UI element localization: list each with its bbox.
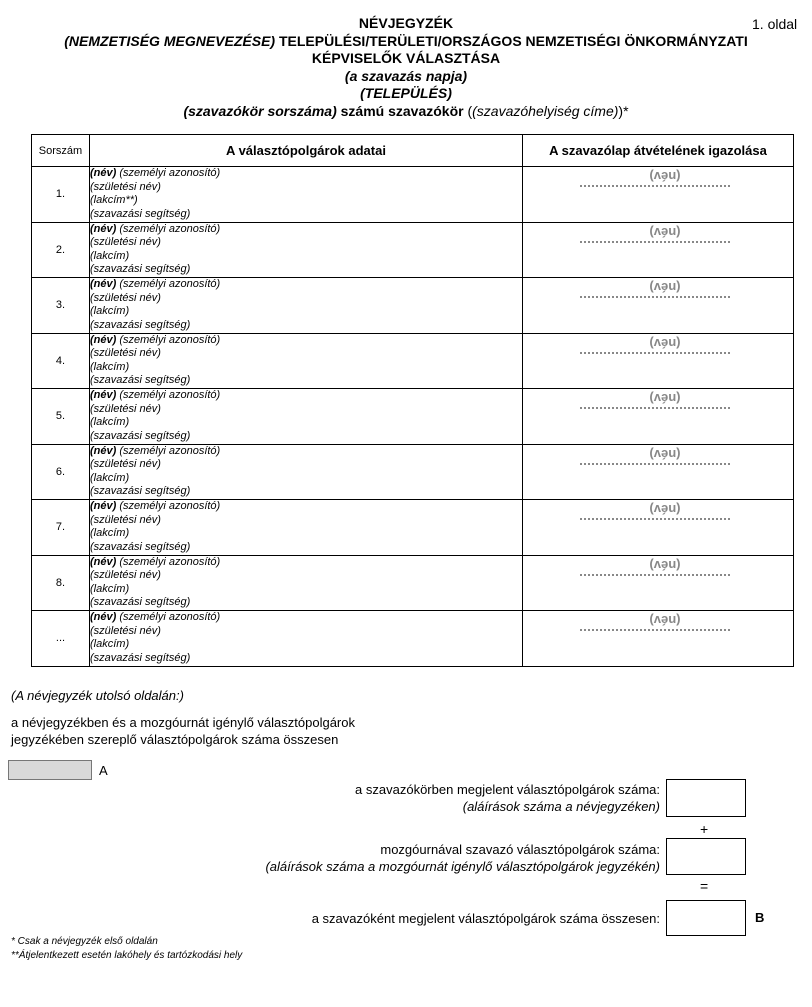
signature-line — [580, 241, 730, 243]
row-number: 5. — [32, 389, 90, 445]
page-number: 1. oldal — [752, 16, 798, 32]
nationality-placeholder: (NEMZETISÉG MEGNEVEZÉSE) — [64, 32, 276, 49]
voter-data-cell — [90, 167, 523, 223]
voter-assistance: (szavazási segítség) — [90, 485, 191, 498]
voter-id: (személyi azonosító) — [116, 389, 221, 402]
table-row — [32, 333, 794, 389]
voter-birth-name: (születési név) — [90, 402, 161, 415]
voter-address: (lakcím) — [90, 249, 130, 262]
voter-birth-name: (születési név) — [90, 180, 161, 193]
signature-line — [580, 463, 730, 465]
signature-cell[interactable] — [523, 167, 794, 223]
election-subtitle: KÉPVISELŐK VÁLASZTÁSA — [311, 50, 501, 66]
voter-name-line — [90, 500, 522, 514]
voter-name-line — [90, 445, 522, 459]
voter-address: (lakcím) — [90, 582, 130, 595]
total-appeared-box[interactable] — [666, 900, 746, 936]
voter-name: (név) — [90, 333, 117, 346]
voter-assistance: (szavazási segítség) — [90, 540, 191, 553]
voter-assistance: (szavazási segítség) — [90, 263, 191, 276]
voter-birth-name: (születési név) — [90, 569, 161, 582]
signature-line — [580, 629, 730, 631]
voter-name: (név) — [90, 278, 117, 291]
row-number: 2. — [32, 222, 90, 278]
polling-address-placeholder: (szavazóhelyiség címe) — [472, 102, 619, 119]
signature-name-placeholder: (név) — [649, 280, 681, 295]
voter-birth-name: (születési név) — [90, 458, 161, 471]
voter-data-cell — [90, 222, 523, 278]
voter-id: (személyi azonosító) — [116, 333, 221, 346]
voter-name: (név) — [90, 500, 117, 513]
appeared-count-box[interactable] — [666, 779, 746, 817]
signature-cell[interactable] — [523, 444, 794, 500]
voter-name-line — [90, 167, 522, 181]
row-number: 8. — [32, 555, 90, 611]
voter-address: (lakcím) — [90, 638, 130, 651]
voter-name-line — [90, 223, 522, 237]
table-header-row — [32, 135, 794, 167]
footnotes — [11, 935, 242, 963]
voter-assistance: (szavazási segítség) — [90, 429, 191, 442]
voter-assistance: (szavazási segítség) — [90, 374, 191, 387]
voter-id: (személyi azonosító) — [116, 222, 221, 235]
election-date-placeholder: (a szavazás napja) — [344, 67, 468, 84]
voter-name-line — [90, 389, 522, 403]
voter-data-cell — [90, 278, 523, 334]
voter-address: (lakcím) — [90, 527, 130, 540]
voter-assistance: (szavazási segítség) — [90, 596, 191, 609]
mobile-line1: mozgóurnával szavazó választópolgárok száma: — [380, 842, 660, 857]
voter-name: (név) — [90, 167, 117, 180]
voter-data-cell — [90, 555, 523, 611]
election-type-text: TELEPÜLÉSI/TERÜLETI/ORSZÁGOS NEMZETISÉGI ÖNKORMÁNYZATI — [275, 32, 748, 49]
header-number: Sorszám — [32, 135, 90, 167]
voter-address: (lakcím) — [90, 471, 130, 484]
signature-cell[interactable] — [523, 278, 794, 334]
appeared-line1: a szavazókörben megjelent választópolgárok száma: — [355, 782, 660, 797]
signature-cell[interactable] — [523, 555, 794, 611]
table-row — [32, 167, 794, 223]
voter-address: (lakcím**) — [90, 194, 138, 207]
voter-table — [31, 134, 794, 667]
mobile-count-box[interactable] — [666, 838, 746, 875]
voter-name: (név) — [90, 389, 117, 402]
voter-id: (személyi azonosító) — [116, 500, 221, 513]
voter-name: (név) — [90, 611, 117, 624]
address-close: )* — [618, 102, 629, 119]
voter-name-line — [90, 611, 522, 625]
signature-line — [580, 296, 730, 298]
settlement-placeholder: (TELEPÜLÉS) — [360, 85, 452, 101]
table-row — [32, 611, 794, 667]
box-a-label: A — [99, 763, 108, 778]
district-label: számú szavazókör — [336, 102, 468, 119]
voter-birth-name: (születési név) — [90, 513, 161, 526]
box-b-label: B — [755, 910, 765, 925]
footnote-2: **Átjelentkezett esetén lakóhely és tartózkodási hely — [11, 950, 243, 961]
voter-id: (személyi azonosító) — [116, 278, 221, 291]
voter-birth-name: (születési név) — [90, 291, 161, 304]
signature-cell[interactable] — [523, 222, 794, 278]
total-appeared-label: a szavazóként megjelent választópolgárok száma összesen: — [311, 911, 660, 926]
row-number: 6. — [32, 444, 90, 500]
voter-name-line — [90, 278, 522, 292]
total-registered-text: a névjegyzékben és a mozgóurnát igénylő választópolgárok jegyzékében szereplő választópolgárok száma összesen — [11, 715, 355, 747]
table-row — [32, 500, 794, 556]
appeared-line2: (aláírások száma a névjegyzéken) — [462, 799, 660, 814]
signature-name-placeholder: (név) — [649, 335, 681, 351]
voter-name-line — [90, 556, 522, 570]
signature-line — [580, 518, 730, 520]
voter-assistance: (szavazási segítség) — [90, 318, 191, 331]
row-number: 3. — [32, 278, 90, 334]
signature-name-placeholder: (név) — [649, 169, 681, 184]
mobile-label — [265, 841, 660, 875]
plus-sign: + — [700, 821, 709, 837]
table-row — [32, 555, 794, 611]
voter-id: (személyi azonosító) — [116, 444, 221, 457]
signature-name-placeholder: (név) — [649, 613, 681, 628]
election-type — [0, 33, 812, 51]
voter-data-cell — [90, 333, 523, 389]
district-number-placeholder: (szavazókör sorszáma) — [183, 102, 337, 119]
voter-address: (lakcím) — [90, 360, 130, 373]
document-title: NÉVJEGYZÉK — [358, 15, 454, 31]
signature-line — [580, 574, 730, 576]
voter-id: (személyi azonosító) — [116, 611, 221, 624]
table-row — [32, 389, 794, 445]
signature-cell[interactable] — [523, 611, 794, 667]
row-number: ... — [32, 611, 90, 667]
voter-birth-name: (születési név) — [90, 347, 161, 360]
header-voter-data: A választópolgárok adatai — [90, 135, 523, 167]
appeared-label — [355, 781, 660, 815]
signature-cell[interactable] — [523, 333, 794, 389]
voter-assistance: (szavazási segítség) — [90, 651, 191, 664]
signature-cell[interactable] — [523, 500, 794, 556]
voter-name-line — [90, 334, 522, 348]
signature-name-placeholder: (név) — [649, 224, 681, 240]
voter-birth-name: (születési név) — [90, 236, 161, 249]
signature-cell[interactable] — [523, 389, 794, 445]
table-row — [32, 222, 794, 278]
voter-birth-name: (születési név) — [90, 624, 161, 637]
signature-line — [580, 185, 730, 187]
header-signature: A szavazólap átvételének igazolása — [523, 135, 794, 167]
row-number: 7. — [32, 500, 90, 556]
equals-sign: = — [700, 878, 709, 894]
voter-address: (lakcím) — [90, 416, 130, 429]
table-row — [32, 278, 794, 334]
address-open: ( — [467, 102, 473, 119]
voter-name: (név) — [90, 222, 117, 235]
voter-id: (személyi azonosító) — [116, 555, 221, 568]
last-page-note: (A névjegyzék utolsó oldalán:) — [11, 688, 184, 703]
table-row — [32, 444, 794, 500]
footnote-1: * Csak a névjegyzék első oldalán — [11, 936, 158, 947]
voter-name: (név) — [90, 444, 117, 457]
signature-line — [580, 407, 730, 409]
row-number: 4. — [32, 333, 90, 389]
signature-name-placeholder: (név) — [649, 446, 681, 462]
polling-district-line — [0, 103, 812, 121]
voter-assistance: (szavazási segítség) — [90, 207, 191, 220]
signature-name-placeholder: (név) — [649, 391, 681, 406]
voter-data-cell — [90, 611, 523, 667]
voter-id: (személyi azonosító) — [116, 167, 221, 180]
voter-data-cell — [90, 444, 523, 500]
signature-line — [580, 352, 730, 354]
voter-name: (név) — [90, 555, 117, 568]
row-number: 1. — [32, 167, 90, 223]
signature-name-placeholder: (név) — [649, 502, 681, 517]
voter-data-cell — [90, 389, 523, 445]
voter-address: (lakcím) — [90, 305, 130, 318]
mobile-line2: (aláírások száma a mozgóurnát igénylő választópolgárok jegyzékén) — [265, 859, 660, 874]
total-registered-box[interactable] — [8, 760, 92, 780]
document-header — [0, 15, 812, 120]
signature-name-placeholder: (név) — [649, 557, 681, 573]
voter-data-cell — [90, 500, 523, 556]
